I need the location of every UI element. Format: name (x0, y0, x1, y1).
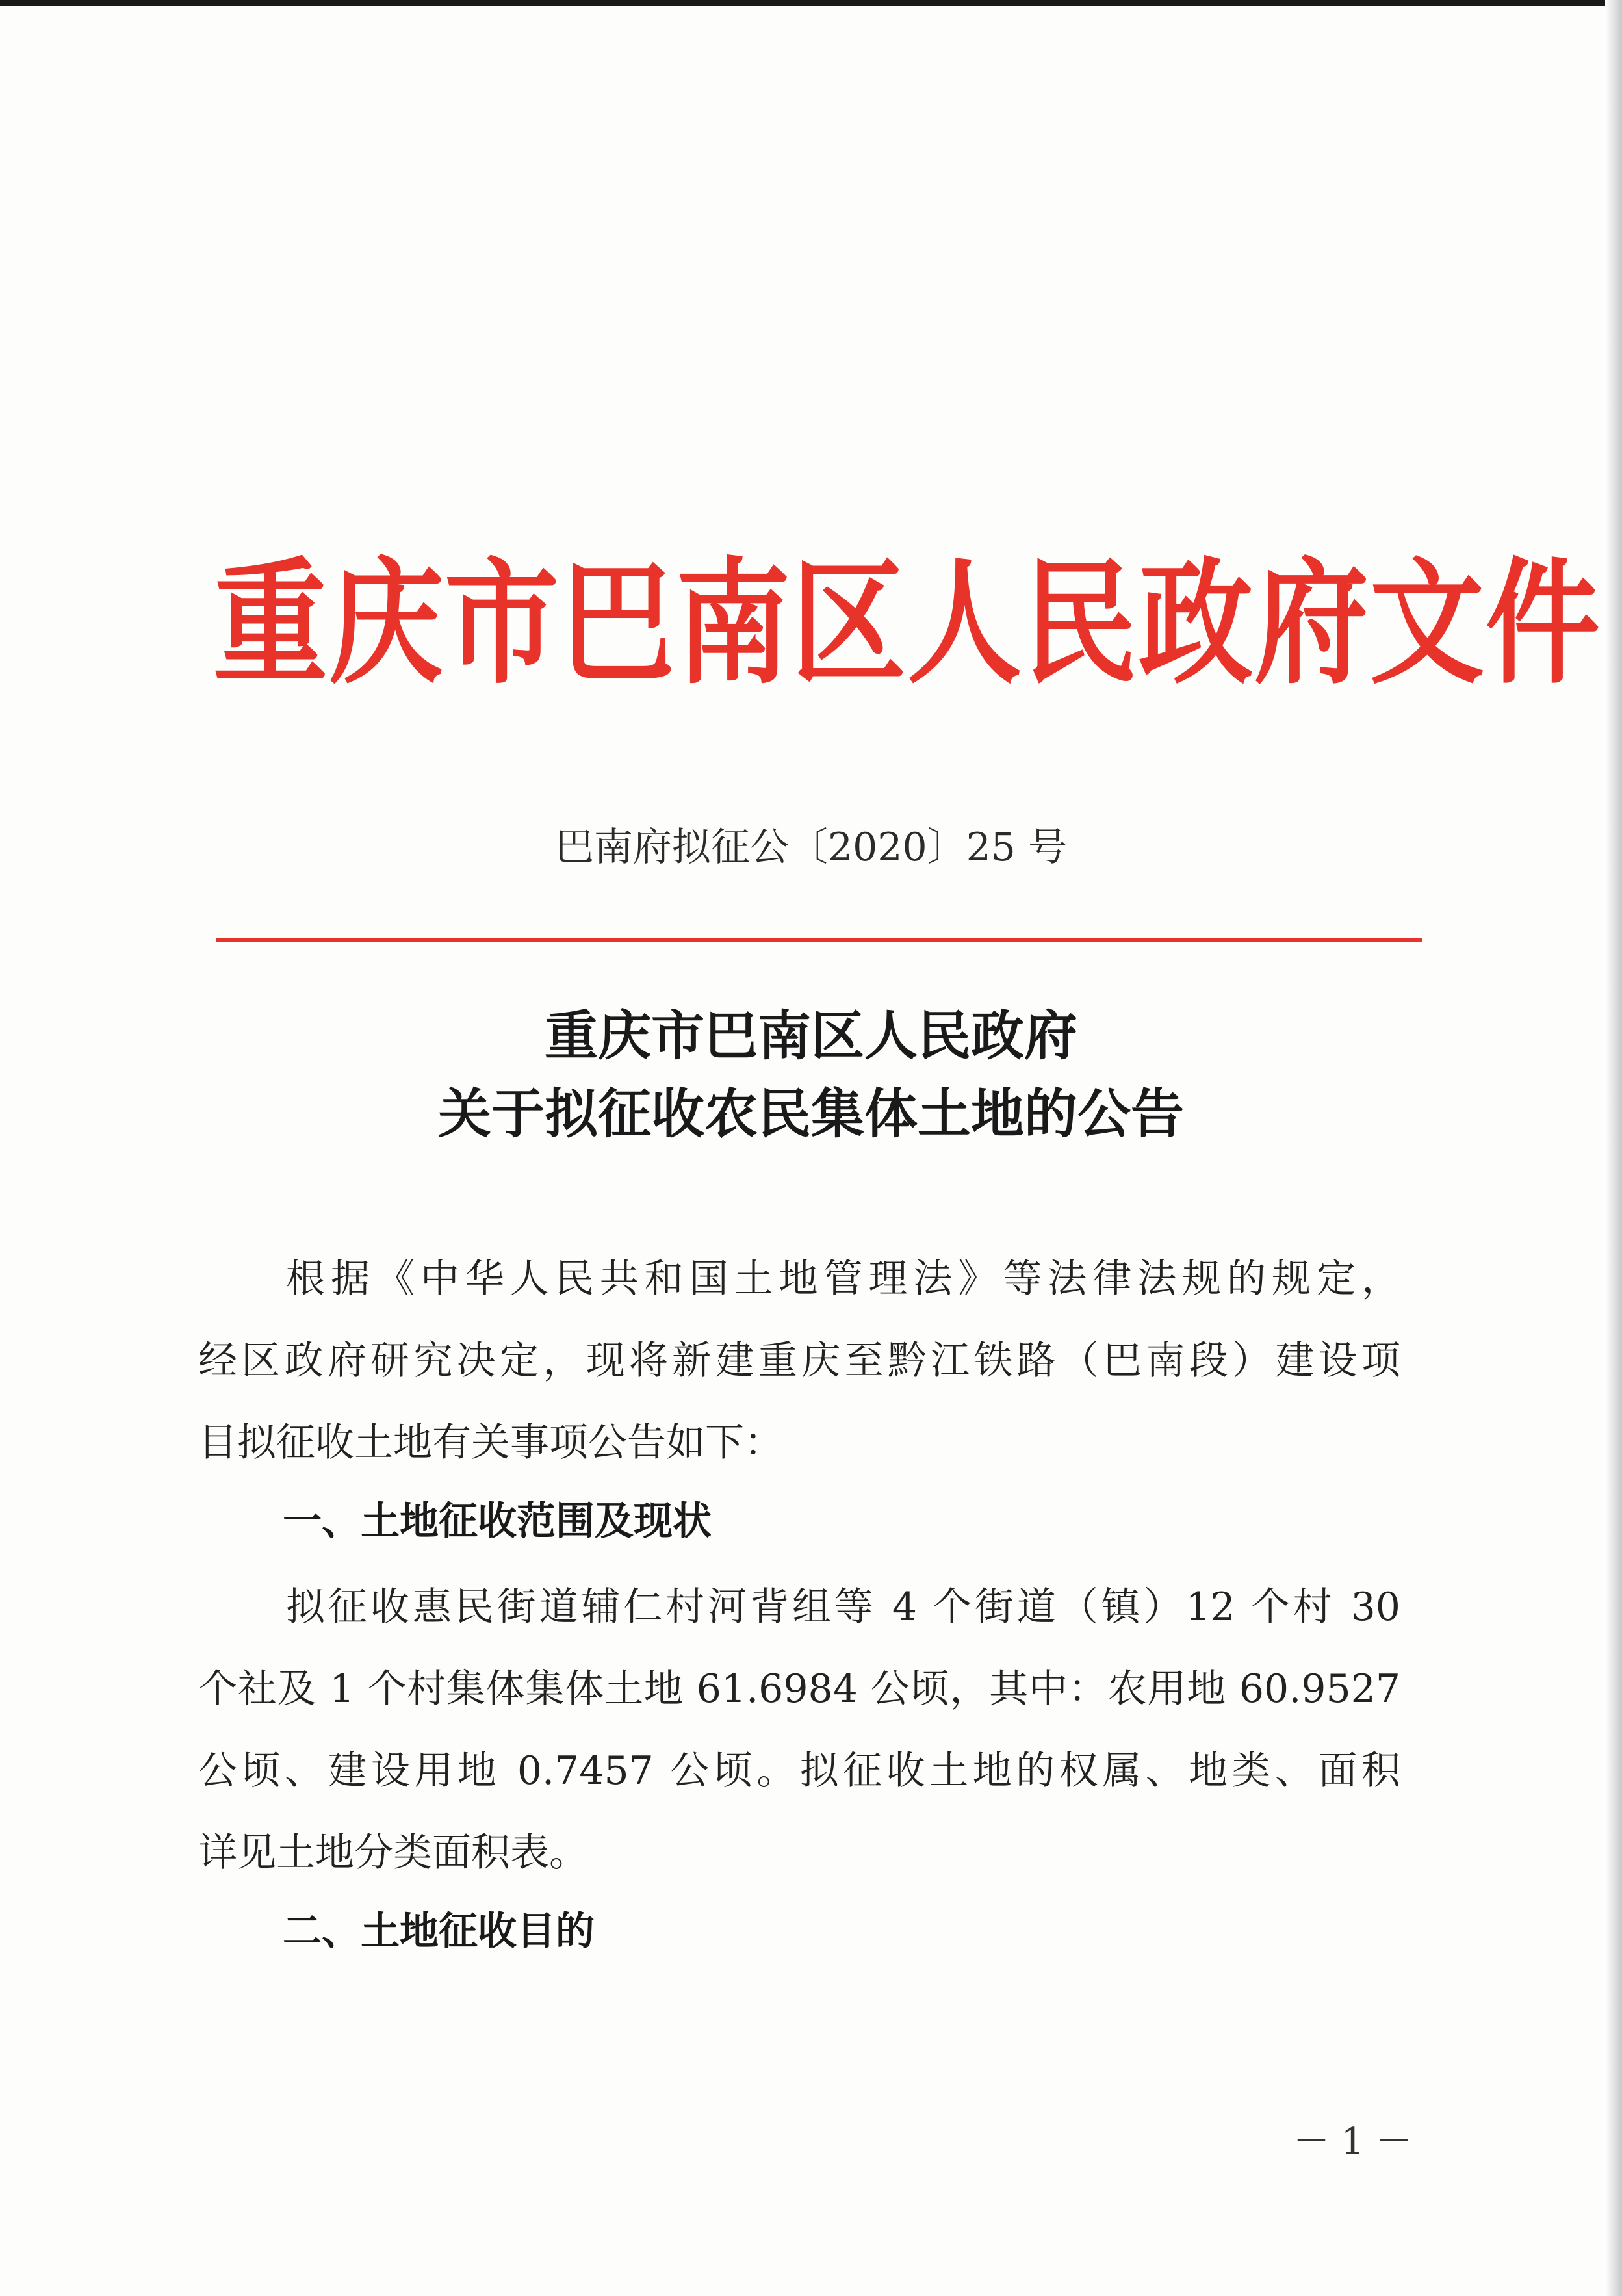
document-number: 巴南府拟征公〔2020〕25 号 (554, 825, 1068, 870)
paragraph-line: 公顷、建设用地 0.7457 公顷。拟征收土地的权属、地类、面积 (198, 1748, 1400, 1794)
scan-border-right (1605, 0, 1622, 2296)
masthead: 重庆市巴南区人民政府文件 (213, 543, 1602, 703)
title-line-1: 重庆市巴南区人民政府 (544, 1005, 1077, 1067)
section-heading-1: 一、土地征收范围及现状 (283, 1499, 712, 1544)
scan-border-top (0, 0, 1622, 6)
title-line-2: 关于拟征收农民集体土地的公告 (437, 1083, 1184, 1145)
paragraph-line: 目拟征收土地有关事项公告如下： (198, 1420, 783, 1465)
paragraph-line: 根据《中华人民共和国土地管理法》等法律法规的规定， (286, 1256, 1400, 1302)
paragraph-line: 经区政府研究决定，现将新建重庆至黔江铁路（巴南段）建设项 (198, 1338, 1400, 1384)
paragraph-line: 个社及 1 个村集体集体土地 61.6984 公顷，其中：农用地 60.9527 (198, 1666, 1400, 1712)
red-divider (216, 938, 1422, 942)
section-heading-2: 二、土地征收目的 (283, 1909, 595, 1954)
paragraph-line: 详见土地分类面积表。 (198, 1830, 588, 1876)
page-number: － 1 － (1293, 2121, 1413, 2163)
paragraph-line: 拟征收惠民街道辅仁村河背组等 4 个街道（镇）12 个村 30 (286, 1584, 1400, 1630)
